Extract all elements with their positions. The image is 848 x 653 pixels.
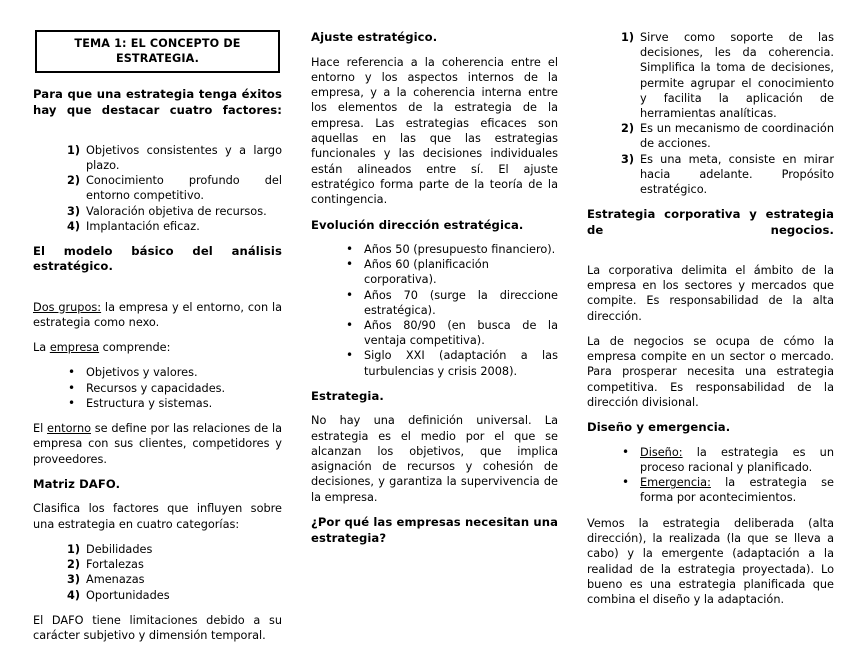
list-item bbox=[33, 173, 282, 203]
list-item bbox=[33, 542, 282, 557]
list-item bbox=[311, 242, 558, 257]
list-item-text: Amenazas bbox=[86, 573, 145, 587]
list-item-text: Es una meta, consiste en mirar hacia adelante. Propósito estratégico. bbox=[640, 152, 834, 196]
bullet-icon: • bbox=[622, 475, 630, 490]
list-item-text: Conocimiento profundo del entorno competitivo. bbox=[86, 174, 282, 203]
list-item-text: Sirve como soporte de las decisiones, les da coherencia. Simplifica la toma de decisiones, permite agrupar el conocimiento y facilita la aplicación de herramientas analíticas. bbox=[640, 31, 834, 120]
bullet-icon: • bbox=[346, 287, 354, 302]
term-entorno: entorno bbox=[47, 421, 92, 435]
list-marker: 2) bbox=[67, 558, 81, 572]
list-marker: 1) bbox=[67, 543, 81, 556]
list-item bbox=[587, 121, 834, 151]
term-empresa: empresa bbox=[49, 341, 100, 355]
heading-estrategia: Estrategia. bbox=[311, 388, 384, 403]
list-item bbox=[587, 152, 834, 198]
list-item bbox=[33, 588, 282, 603]
document-title-box: TEMA 1: EL CONCEPTO DE ESTRATEGIA. bbox=[35, 30, 280, 73]
list-item bbox=[311, 257, 558, 287]
paragraph-estrategia-definicion: No hay una definición universal. La estrategia es el medio por el que se alcanzan los objetivos, que implica asignación de recursos y cohesión de decisiones, y garantiza la supervivencia de la empresa. bbox=[311, 414, 558, 504]
list-item-text: Siglo XXI (adaptación a las turbulencias y crisis 2008). bbox=[364, 349, 558, 378]
heading-factores: Para que una estrategia tenga éxitos hay que destacar cuatro factores: bbox=[33, 87, 282, 117]
bullet-icon: • bbox=[346, 257, 354, 272]
list-item-text: Fortalezas bbox=[86, 558, 144, 572]
column-three bbox=[587, 30, 834, 617]
list-item-text: Oportunidades bbox=[86, 588, 170, 602]
list-item bbox=[33, 396, 282, 411]
list-item-text: Es un mecanismo de coordinación de acciones. bbox=[640, 122, 834, 151]
list-item-text: Objetivos y valores. bbox=[86, 366, 198, 380]
list-empresa-componentes bbox=[33, 365, 282, 411]
heading-diseno-emergencia: Diseño y emergencia. bbox=[587, 420, 731, 435]
list-marker: 4) bbox=[67, 219, 81, 233]
list-item-text: Recursos y capacidades. bbox=[86, 381, 226, 395]
list-marker: 1) bbox=[67, 143, 81, 157]
bullet-icon: • bbox=[68, 380, 76, 395]
text-before: La bbox=[33, 341, 50, 355]
paragraph-empresa-comprende bbox=[33, 340, 282, 355]
list-item-text: Años 60 (planificación corporativa). bbox=[364, 258, 489, 287]
text-after: se define por las relaciones de la empresa con sus clientes, competidores y proveedores. bbox=[33, 421, 283, 466]
paragraph-dafo-limitaciones: El DAFO tiene limitaciones debido a su carácter subjetivo y dimensión temporal. bbox=[33, 613, 282, 643]
list-marker: 4) bbox=[67, 588, 81, 602]
list-item-text: Años 50 (presupuesto financiero). bbox=[364, 243, 556, 257]
heading-modelo-basico: El modelo básico del análisis estratégico. bbox=[33, 243, 282, 274]
paragraph-dafo-intro: Clasifica los factores que influyen sobre una estrategia en cuatro categorías: bbox=[33, 502, 282, 531]
list-item-text: Objetivos consistentes y a largo plazo. bbox=[86, 143, 282, 172]
list-item bbox=[311, 348, 558, 378]
list-marker: 3) bbox=[67, 204, 81, 218]
list-item bbox=[311, 318, 558, 348]
paragraph-ajuste: Hace referencia a la coherencia entre el entorno y los aspectos internos de la empresa, y a la coherencia interna entre los elementos de la estrategia de la empresa. Las estrategias eficaces son aquellas en las que las estrategias funcionales y las decisiones individuales están alineados entre sí. El ajuste estratégico forma parte de la teoría de la contingencia. bbox=[311, 55, 558, 207]
paragraph-dos-grupos bbox=[33, 300, 282, 331]
list-item bbox=[311, 288, 558, 318]
list-razones-estrategia bbox=[587, 30, 834, 197]
column-two bbox=[311, 30, 558, 571]
list-item bbox=[33, 143, 282, 173]
list-item-text: Implantación eficaz. bbox=[86, 219, 200, 233]
paragraph-negocios: La de negocios se ocupa de cómo la empresa compite en un sector o mercado. Para prosperar necesita una estrategia competitiva. Es responsabilidad de la dirección divisional. bbox=[587, 334, 834, 410]
heading-ajuste-estrategico: Ajuste estratégico. bbox=[311, 30, 438, 44]
heading-estrategia-corporativa: Estrategia corporativa y estrategia de negocios. bbox=[587, 207, 834, 237]
list-item bbox=[33, 381, 282, 396]
list-item-text: Debilidades bbox=[86, 543, 153, 556]
bullet-icon: • bbox=[346, 317, 354, 332]
heading-evolucion: Evolución dirección estratégica. bbox=[311, 217, 524, 232]
paragraph-cierre: Vemos la estrategia deliberada (alta dirección), la realizada (la que se lleva a cabo) y la emergente (adaptación a la realidad de la estrategia proyectada). Lo bueno es una estrategia planificada que combina el diseño y la adaptación. bbox=[587, 516, 834, 607]
paragraph-corporativa: La corporativa delimita el ámbito de la empresa en los sectores y mercados que compite. Es responsabilidad de la alta dirección. bbox=[587, 263, 834, 323]
term-emergencia: Emergencia: bbox=[640, 476, 711, 490]
list-item bbox=[33, 365, 282, 380]
list-item-text: Valoración objetiva de recursos. bbox=[86, 204, 267, 218]
list-evolucion bbox=[311, 242, 558, 379]
text-after: comprende: bbox=[99, 341, 171, 355]
list-factores bbox=[33, 143, 282, 234]
bullet-icon: • bbox=[68, 395, 76, 410]
list-item-text: la estrategia se forma por acontecimientos. bbox=[640, 476, 834, 505]
list-marker: 2) bbox=[621, 122, 635, 136]
list-item bbox=[33, 219, 282, 234]
list-item bbox=[33, 572, 282, 587]
term-diseno: Diseño: bbox=[640, 445, 683, 459]
paragraph-entorno bbox=[33, 421, 282, 467]
list-diseno-emergencia bbox=[587, 445, 834, 506]
list-item bbox=[33, 557, 282, 572]
bullet-icon: • bbox=[346, 348, 354, 363]
bullet-icon: • bbox=[68, 365, 76, 380]
term-dos-grupos: Dos grupos: bbox=[33, 300, 102, 314]
bullet-icon: • bbox=[622, 444, 630, 459]
list-item bbox=[587, 445, 834, 475]
column-one bbox=[33, 30, 282, 653]
heading-por-que-necesitan: ¿Por qué las empresas necesitan una estrategia? bbox=[311, 515, 558, 545]
list-item bbox=[33, 204, 282, 219]
bullet-icon: • bbox=[346, 242, 354, 257]
list-marker: 2) bbox=[67, 174, 81, 188]
heading-matriz-dafo: Matriz DAFO. bbox=[33, 476, 121, 491]
list-item-text: Años 80/90 (en busca de la ventaja competitiva). bbox=[364, 318, 558, 348]
list-marker: 3) bbox=[621, 152, 635, 166]
three-column-layout bbox=[33, 30, 832, 653]
list-marker: 3) bbox=[67, 573, 81, 587]
paragraph-text: la empresa y el entorno, con la estrategia como nexo. bbox=[33, 300, 282, 329]
list-dafo-categorias bbox=[33, 542, 282, 603]
list-item-text: Estructura y sistemas. bbox=[86, 396, 213, 410]
list-item-text: Años 70 (surge la direccione estratégica). bbox=[364, 288, 558, 317]
text-before: El bbox=[33, 421, 48, 435]
list-item-text: la estrategia es un proceso racional y planificado. bbox=[640, 445, 834, 475]
list-marker: 1) bbox=[621, 31, 635, 44]
list-item bbox=[587, 30, 834, 121]
list-item bbox=[587, 475, 834, 505]
